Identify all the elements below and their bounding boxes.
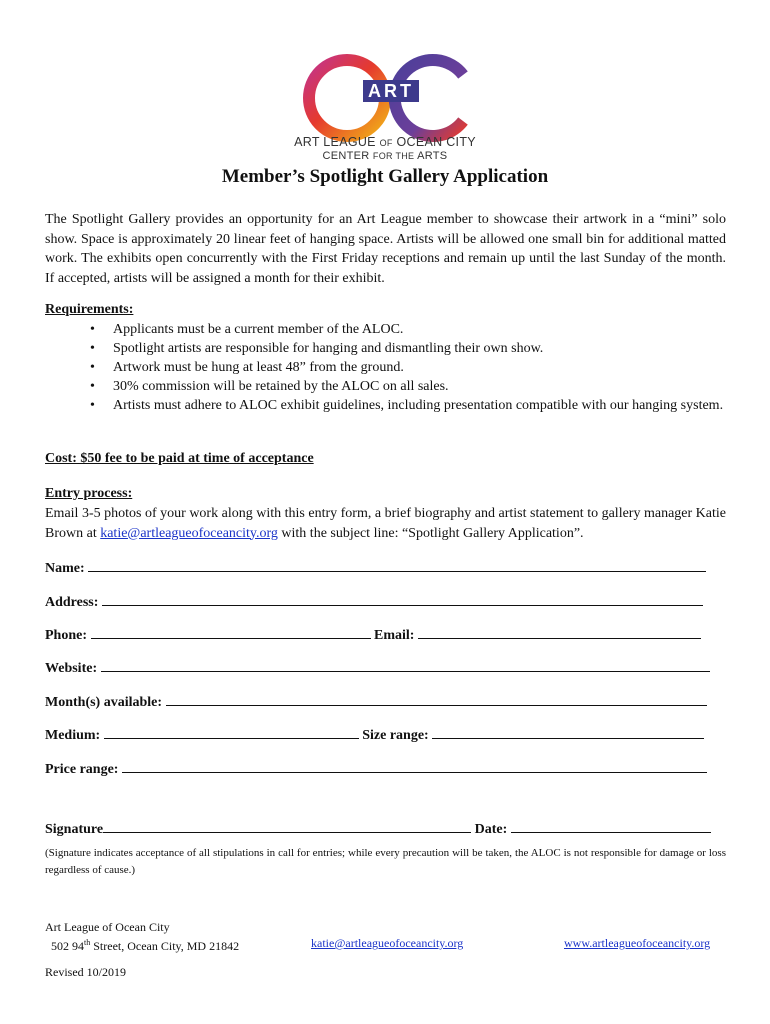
list-item: • Artwork must be hung at least 48” from the ground. <box>90 360 404 375</box>
months-label: Month(s) available: <box>45 695 163 710</box>
size-range-input-line[interactable] <box>432 724 704 739</box>
website-label: Website: <box>45 661 98 676</box>
gallery-email-link[interactable]: katie@artleagueofoceancity.org <box>100 525 278 541</box>
website-field <box>45 657 710 677</box>
email-label: Email: <box>374 628 415 643</box>
phone-label: Phone: <box>45 628 87 643</box>
address-input-line[interactable] <box>102 591 703 606</box>
footer-address <box>45 919 239 954</box>
cost-line: Cost: $50 fee to be paid at time of acceptance <box>45 451 314 466</box>
logo-line-1: ART LEAGUE OF OCEAN CITY <box>294 135 476 149</box>
footer-website-link[interactable]: www.artleagueofoceancity.org <box>564 936 711 950</box>
footer-website <box>564 935 710 951</box>
intro-paragraph: The Spotlight Gallery provides an opportunity for an Art League member to showcase their artwork in a “mini” solo show. Space is approximately 20 linear feet of hanging space. Artists will be allowed one small bin for additional matted work. The exhibits open concurrently with the First Friday receptions and remain up until the last Sunday of the month. If accepted, artists will be assigned a month for their exhibit. <box>45 212 726 286</box>
email-input-line[interactable] <box>418 624 701 639</box>
page-title: Member’s Spotlight Gallery Application <box>221 166 549 187</box>
footer-email <box>311 935 463 951</box>
revised-date: Revised 10/2019 <box>45 965 126 979</box>
footer-email-link[interactable]: katie@artleagueofoceancity.org <box>311 936 464 950</box>
price-range-input-line[interactable] <box>122 758 707 773</box>
list-item: • Spotlight artists are responsible for hanging and dismantling their own show. <box>90 341 544 356</box>
list-item: • Applicants must be a current member of the ALOC. <box>90 322 404 337</box>
list-item: • 30% commission will be retained by the ALOC on all sales. <box>90 379 449 394</box>
signature-label: Signature <box>45 822 104 837</box>
price-range-label: Price range: <box>45 762 119 777</box>
phone-input-line[interactable] <box>91 624 371 639</box>
date-input-line[interactable] <box>511 818 711 833</box>
logo-line-2: CENTER FOR THE ARTS <box>322 150 448 162</box>
medium-input-line[interactable] <box>104 724 359 739</box>
price-range-field <box>45 758 707 778</box>
requirements-list <box>45 320 726 415</box>
footer-org: Art League of Ocean City <box>45 920 170 934</box>
website-input-line[interactable] <box>101 657 710 672</box>
signature-note: (Signature indicates acceptance of all stipulations in call for entries; while every precaution will be taken, the ALOC is not responsible for damage or loss regardless of cause.) <box>45 847 726 876</box>
size-range-label: Size range: <box>362 728 429 743</box>
list-item: • Artists must adhere to ALOC exhibit guidelines, including presentation compatible with our hanging system. <box>90 398 724 413</box>
medium-size-field <box>45 724 704 744</box>
entry-paragraph: Email 3-5 photos of your work along with this entry form, a brief biography and artist statement to gallery manager Katie Brown at katie@artleagueofoceancity.org with the subject line: “Spotlight Gallery Application”. <box>45 506 726 541</box>
months-field <box>45 691 707 711</box>
address-label: Address: <box>45 595 99 610</box>
entry-heading: Entry process: <box>45 486 133 501</box>
requirements-heading: Requirements: <box>45 302 134 317</box>
footer-street: 502 94th Street, Ocean City, MD 21842 <box>51 938 240 953</box>
phone-email-field <box>45 624 701 644</box>
signature-date-field <box>45 818 711 838</box>
months-input-line[interactable] <box>166 691 707 706</box>
name-label: Name: <box>45 561 85 576</box>
name-field <box>45 557 706 577</box>
medium-label: Medium: <box>45 728 101 743</box>
name-input-line[interactable] <box>88 557 706 572</box>
date-label: Date: <box>474 822 508 837</box>
address-field <box>45 591 703 611</box>
logo-art-text: ART <box>368 81 414 101</box>
signature-input-line[interactable] <box>103 818 471 833</box>
